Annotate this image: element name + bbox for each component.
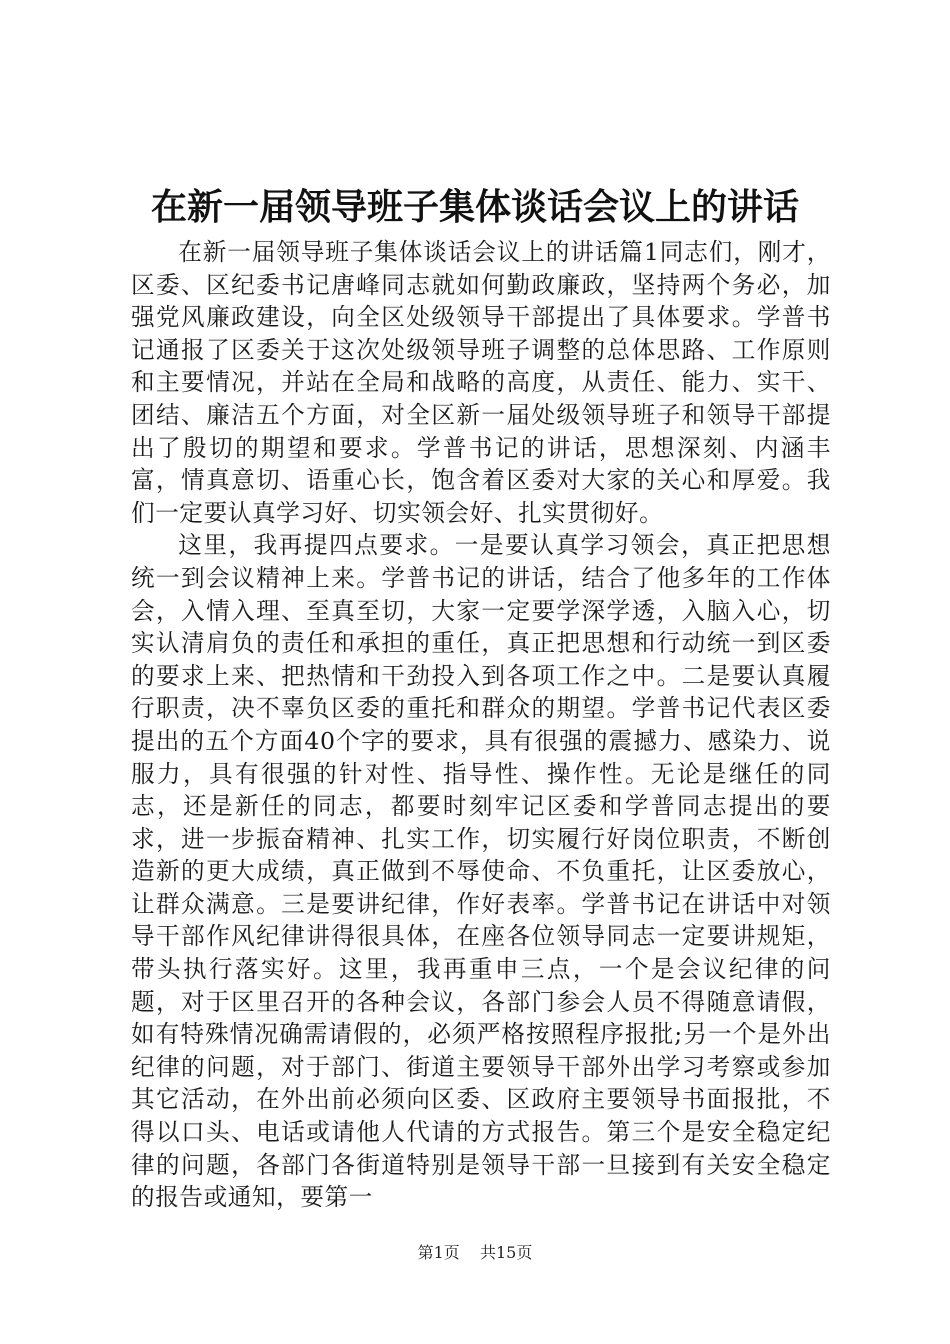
- body-paragraph: 在新一届领导班子集体谈话会议上的讲话篇1同志们，刚才，区委、区纪委书记唐峰同志就如何勤政廉政，坚持两个务必，加强党风廉政建设，向全区处级领导干部提出了具体要求。学普书记通报了区委关于这次处级领导班子调整的总体思路、工作原则和主要情况，并站在全局和战略的高度，从责任、能力、实干、团结、廉洁五个方面，对全区新一届处级领导班子和领导干部提出了殷切的期望和要求。学普书记的讲话，思想深刻、内涵丰富，情真意切、语重心长，饱含着区委对大家的关心和厚爱。我们一定要认真学习好、切实领会好、扎实贯彻好。: [131, 238, 831, 527]
- page-footer: [0, 1242, 950, 1264]
- body-paragraph: 这里，我再提四点要求。一是要认真学习领会，真正把思想统一到会议精神上来。学普书记的讲话，结合了他多年的工作体会，入情入理、至真至切，大家一定要学深学透，入脑入心，切实认清肩负的责任和承担的重任，真正把思想和行动统一到区委的要求上来、把热情和干劲投入到各项工作之中。二是要认真履行职责，决不辜负区委的重托和群众的期望。学普书记代表区委提出的五个方面40个字的要求，具有很强的震撼力、感染力、说服力，具有很强的针对性、指导性、操作性。无论是继任的同志，还是新任的同志，都要时刻牢记区委和学普同志提出的要求，进一步振奋精神、扎实工作，切实履行好岗位职责，不断创造新的更大成绩，真正做到不辱使命、不负重托，让区委放心，让群众满意。三是要讲纪律，作好表率。学普书记在讲话中对领导干部作风纪律讲得很具体，在座各位领导同志一定要讲规矩，带头执行落实好。这里，我再重申三点，一个是会议纪律的问题，对于区里召开的各种会议，各部门参会人员不得随意请假，如有特殊情况确需请假的，必须严格按照程序报批;另一个是外出纪律的问题，对于部门、街道主要领导干部外出学习考察或参加其它活动，在外出前必须向区委、区政府主要领导书面报批，不得以口头、电话或请他人代请的方式报告。第三个是安全稳定纪律的问题，各部门各街道特别是领导干部一旦接到有关安全稳定的报告或通知，要第一: [131, 531, 831, 1212]
- page-total: 共15页: [480, 1243, 533, 1262]
- document-body: [131, 236, 831, 1214]
- page-number: 第1页: [417, 1243, 460, 1262]
- document-title: 在新一届领导班子集体谈话会议上的讲话: [150, 187, 799, 228]
